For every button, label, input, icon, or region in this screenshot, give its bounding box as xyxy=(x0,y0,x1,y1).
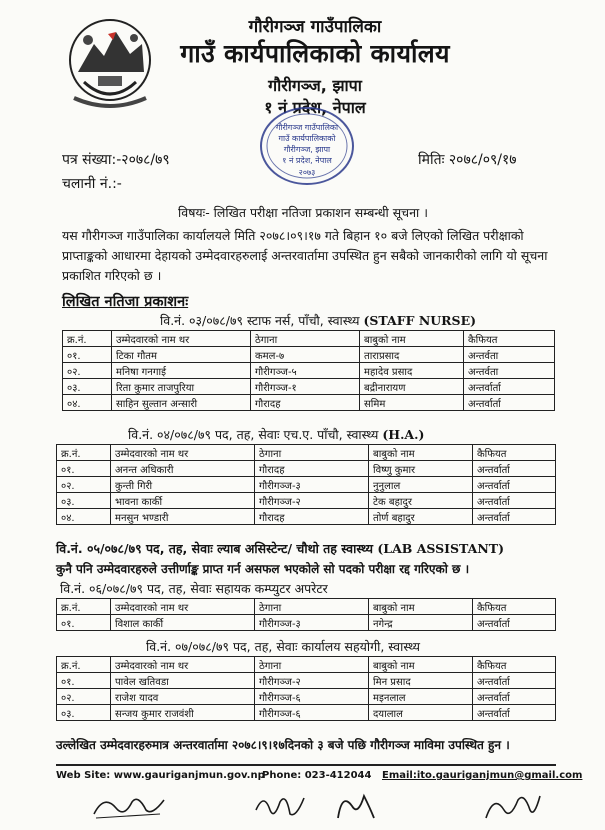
footer-website: Web Site: www.gauriganjmun.gov.np xyxy=(56,770,265,781)
footer-email: Email:ito.gauriganjmun@gmail.com xyxy=(382,770,583,781)
table-row: ०४. साहिन सुल्तान अन्सारी गौरादह समिम अन्तर्वार्ता xyxy=(63,395,555,411)
table-header-row: क्र.नं. उम्मेदवारको नाम थर ठेगाना बाबुको नाम कैफियत xyxy=(57,657,556,673)
signature-2-icon xyxy=(250,788,310,824)
office-address: गौरीगञ्ज, झापा xyxy=(268,76,362,95)
table-header-row: क्र.नं. उम्मेदवारको नाम थर ठेगाना बाबुको नाम कैफियत xyxy=(57,445,556,461)
table2 xyxy=(56,444,556,525)
stamp-line-4: १ नं प्रदेश, नेपाल xyxy=(282,156,332,165)
footer-divider xyxy=(56,764,556,766)
table-row: ०१. विशाल कार्की गौरीगञ्ज-३ नगेन्द्र अन्तर्वार्ता xyxy=(57,615,556,631)
stamp-line-3: गौरीगञ्ज, झापा xyxy=(283,145,331,154)
signature-3-icon xyxy=(330,788,380,826)
table1 xyxy=(62,330,555,411)
table-header-row: क्र.नं. उम्मेदवारको नाम थर ठेगाना बाबुको नाम कैफियत xyxy=(63,331,555,347)
footer-phone: Phone: 023-412044 xyxy=(262,770,372,781)
table-row: ०४. मनसुन भण्डारी गौरादह तोर्ण बहादुर अन्तर्वार्ता xyxy=(57,509,556,525)
table2-caption: वि.नं. ०४/०७८/७९ पद, तह, सेवाः एच.ए. पाँचौ, स्वास्थ्य (H.A.) xyxy=(128,427,425,442)
office-stamp-icon xyxy=(258,104,356,188)
table-row: ०१. टिका गौतम कमल-७ ताराप्रसाद अन्तर्वता xyxy=(63,347,555,363)
section-title: लिखित नतिजा प्रकाशनः xyxy=(62,294,189,310)
table-row: ०३. सन्जय कुमार राजवंशी गौरीगञ्ज-६ दयालाल अन्तर्वार्ता xyxy=(57,705,556,721)
table-row: ०१. अनन्त अधिकारी गौरादह विष्णु कुमार अन्तर्वार्ता xyxy=(57,461,556,477)
signature-1-icon xyxy=(90,788,170,824)
office-title: गाउँ कार्यपालिकाको कार्यालय xyxy=(180,39,450,68)
letter-date: मितिः २०७८/०९/१७ xyxy=(418,152,517,168)
table4 xyxy=(56,598,556,631)
nepal-emblem-icon xyxy=(64,10,156,114)
table-row: ०२. राजेश यादव गौरीगञ्ज-६ मइनलाल अन्तर्वार्ता xyxy=(57,689,556,705)
table-row: ०२. कुन्ती गिरी गौरीगञ्ज-३ नुनुलाल अन्तर्वार्ता xyxy=(57,477,556,493)
letter-number: पत्र संख्या:-२०७८/७९ xyxy=(62,152,170,168)
table5-caption: वि.नं. ०७/०७८/७९ पद, तह, सेवाः कार्यालय सहयोगी, स्वास्थ्य xyxy=(146,639,421,654)
table-row: ०१. पावेल खतिवडा गौरीगञ्ज-२ मिन प्रसाद अन्तर्वार्ता xyxy=(57,673,556,689)
table-row: ०२. मनिषा गनगाई गौरीगञ्ज-५ महादेव प्रसाद अन्तर्वता xyxy=(63,363,555,379)
stamp-line-1: गौरीगञ्ज गाउँपालिका xyxy=(275,123,339,132)
table3-cancel-note: कुनै पनि उम्मेदवारहरुले उत्तीर्णाङ्क प्राप्त गर्न असफल भएकोले सो पदको परीक्षा रद्द गरिएको छ । xyxy=(56,562,470,576)
table4-caption: वि.नं. ०६/०७८/७९ पद, तह, सेवाः सहायक कम्प्युटर अपरेटर xyxy=(60,581,328,596)
closing-note: उल्लेखित उम्मेदवारहरुमात्र अन्तरवार्तामा २०७८।९।१७दिनको ३ बजे पछि गौरीगञ्ज मावि‌मा उपस्थित हुन । xyxy=(56,738,510,752)
table5 xyxy=(56,656,556,721)
dispatch-number: चलानी नं.:- xyxy=(62,176,122,192)
notice-body: यस गौरीगञ्ज गाउँपालिका कार्यालयले मिति २०७८।०९।१७ गते बिहान १० बजे लिएको लिखित परीक्षाको प्राप्ताङ्कको आधारमा देहायको उम्मेदवारहरुलाई अन्तरवार्तामा उपस्थित हुन सबैको जानकारीको लागि यो सूचना प्रकाशित गरिएको छ । xyxy=(62,228,548,283)
signature-4-icon xyxy=(480,788,544,826)
table-header-row: क्र.नं. उम्मेदवारको नाम थर ठेगाना बाबुको नाम कैफियत xyxy=(57,599,556,615)
table-row: ०३. रिता कुमार ताजपुरिया गौरीगञ्ज-१ बद्रीनारायण अन्तर्वार्ता xyxy=(63,379,555,395)
subject-line: विषयः- लिखित परीक्षा नतिजा प्रकाशन सम्बन्धी सूचना । xyxy=(178,205,429,220)
table-row: ०३. भावना कार्की गौरीगञ्ज-२ टेक बहादुर अन्तर्वार्ता xyxy=(57,493,556,509)
table3-caption: वि.नं. ०५/०७८/७९ पद, तह, सेवाः ल्याब असिस्टेन्ट/ चौथो तह स्वास्थ्य (LAB ASSISTANT) xyxy=(56,541,505,556)
province-line: १ नं प्रदेश, नेपाल xyxy=(264,98,366,117)
table1-caption: वि.नं. ०३/०७८/७९ स्टाफ नर्स, पाँचौ, स्वास्थ्य (STAFF NURSE) xyxy=(160,313,477,328)
municipality-name: गौरीगञ्ज गाउँपालिका xyxy=(248,17,382,37)
stamp-line-5: २०७३ xyxy=(298,168,316,177)
stamp-line-2: गाउँ कार्यपालिकाको xyxy=(278,134,336,143)
